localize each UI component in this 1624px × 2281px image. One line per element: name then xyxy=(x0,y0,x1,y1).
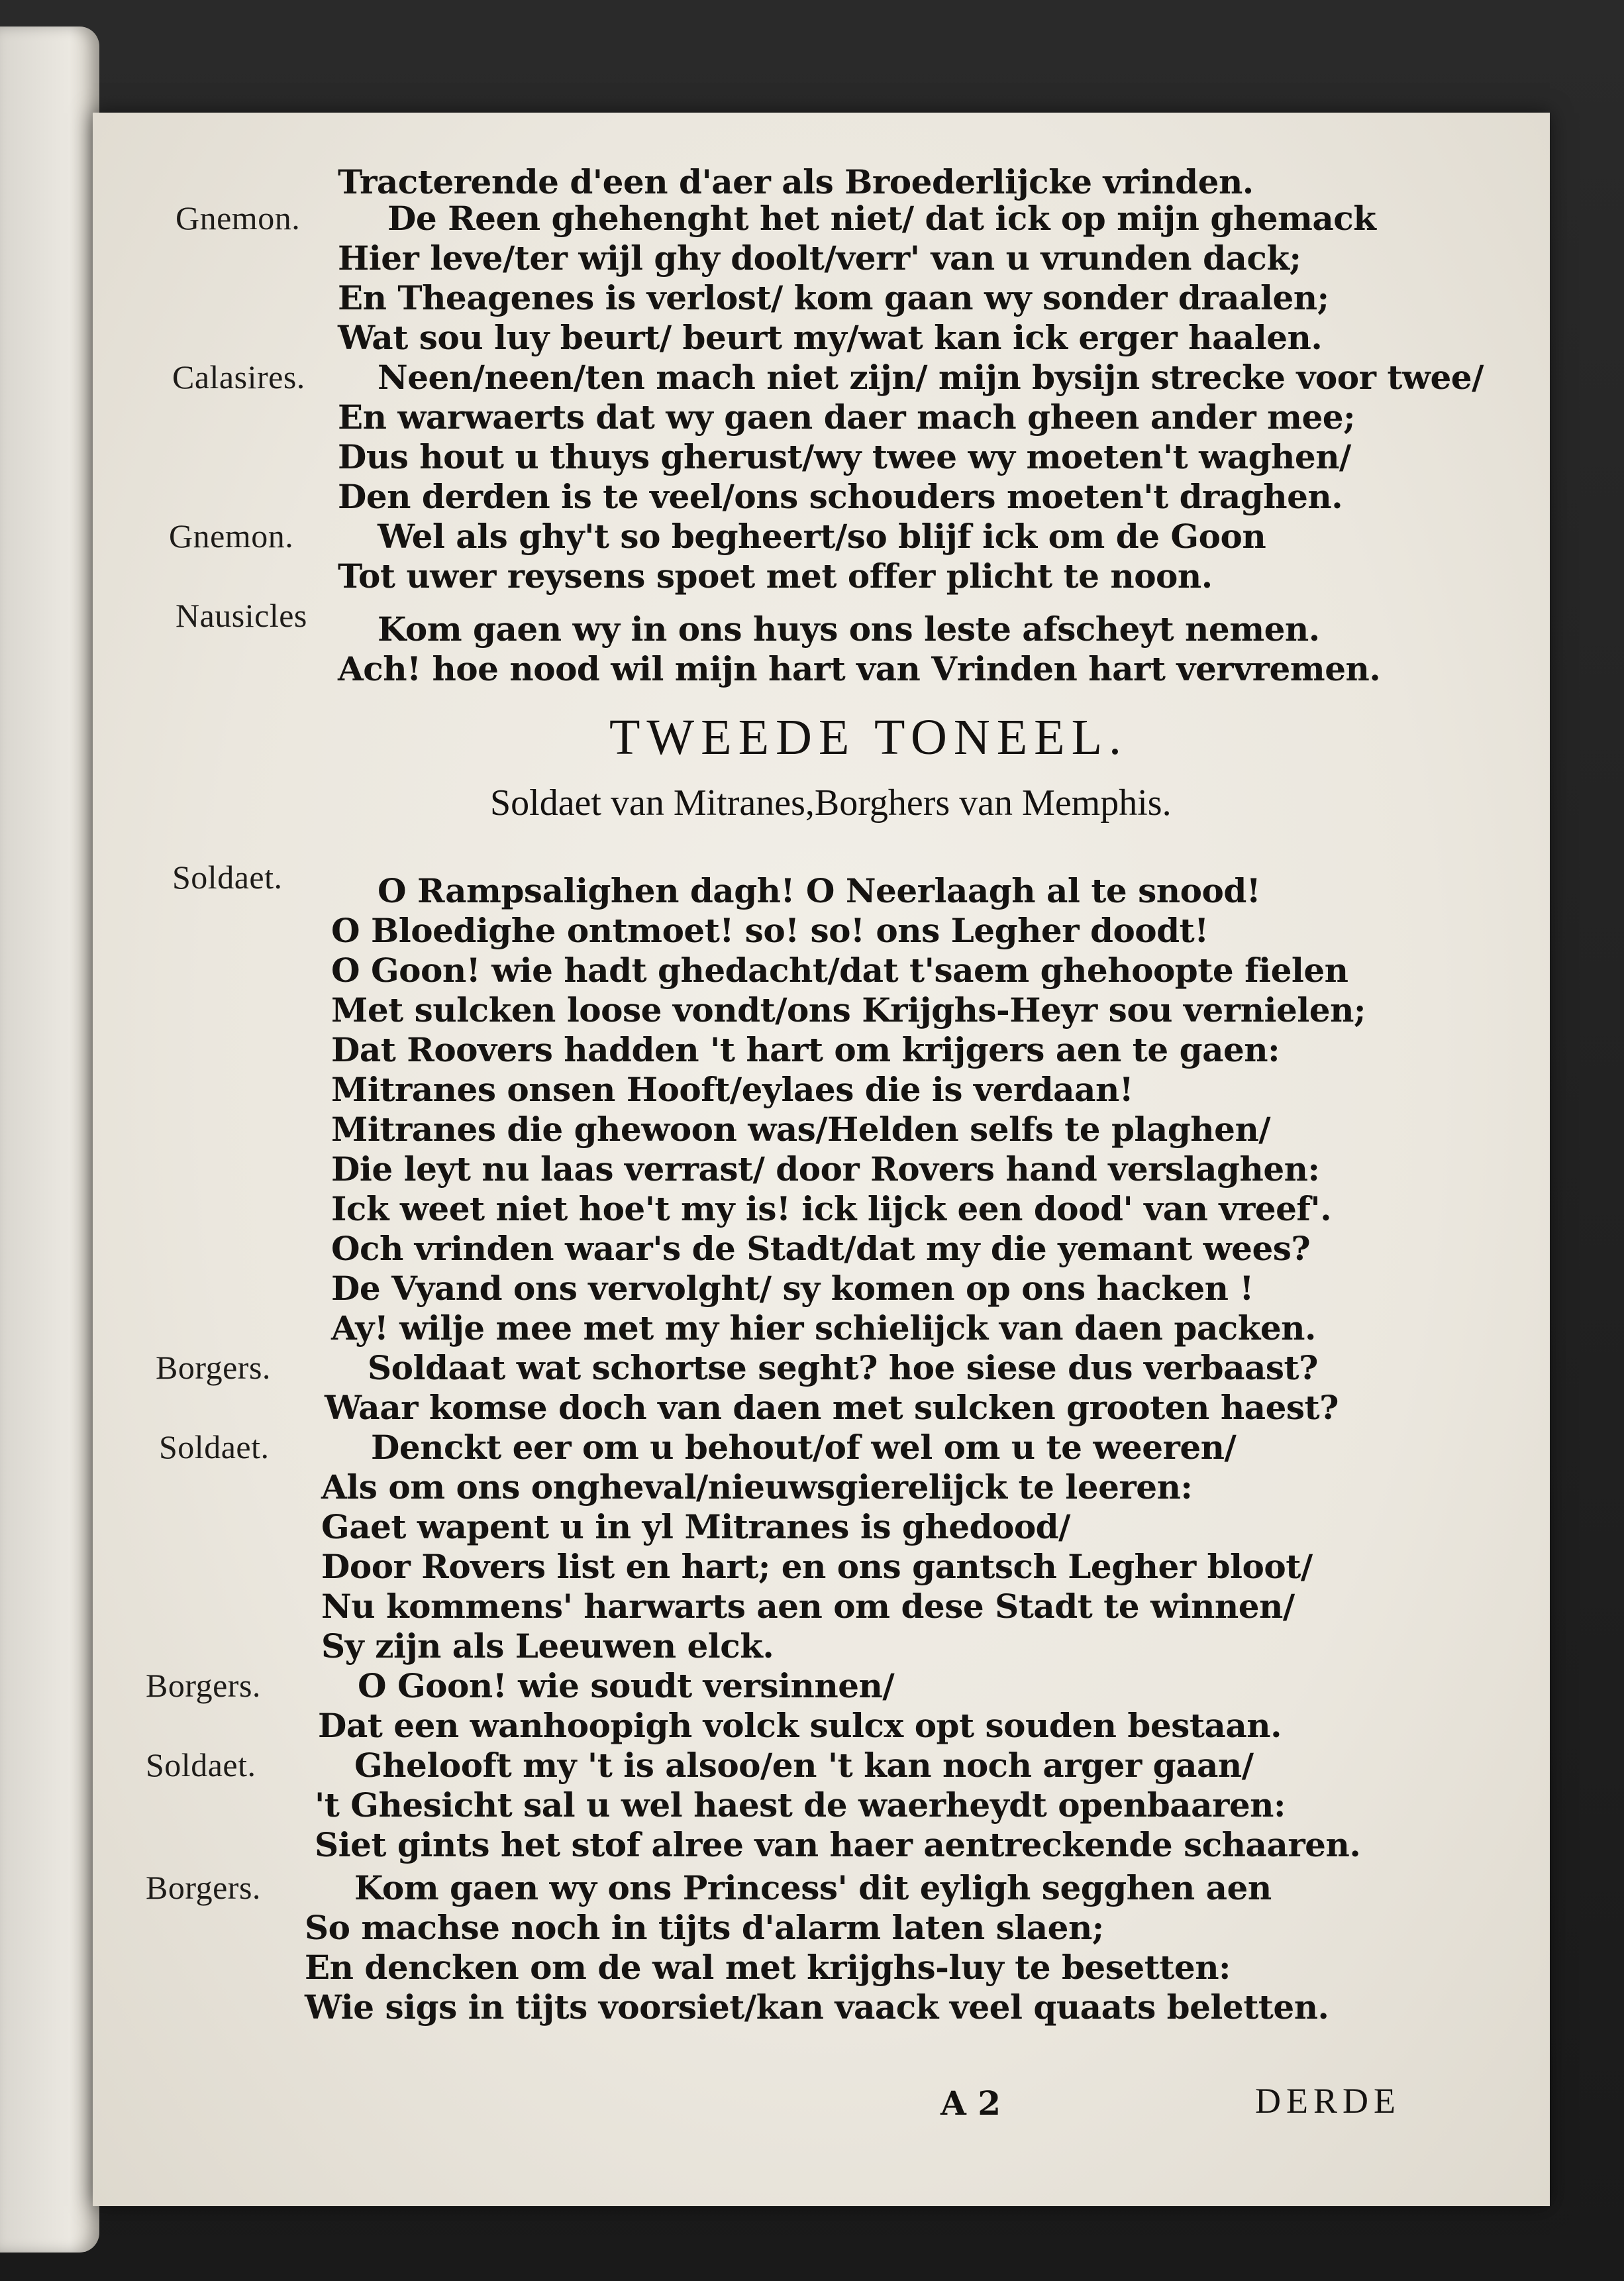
verse-line-29 xyxy=(321,1467,1192,1507)
verse-line-4 xyxy=(338,278,1329,317)
verse-line-27 xyxy=(325,1388,1339,1427)
verse-text: De Reen ghehenght het niet/ dat ick op mijn ghemack xyxy=(387,199,1376,238)
verse-line-24 xyxy=(331,1269,1254,1308)
speaker-label: Borgers. xyxy=(156,1349,271,1386)
verse-text: O Rampsalighen dagh! O Neerlaagh al te snood! xyxy=(378,871,1261,910)
speaker-label: Nausicles xyxy=(176,597,307,634)
left-page-edge xyxy=(0,27,99,2253)
verse-text: Door Rovers list en hart; en ons gantsch Legher bloot/ xyxy=(321,1547,1313,1586)
verse-text: Waar komse doch van daen met sulcken grooten haest? xyxy=(325,1388,1339,1427)
verse-text: Neen/neen/ten mach niet zijn/ mijn bysijn strecke voor twee/ xyxy=(378,358,1484,397)
verse-text: Siet gints het stof alree van haer aentreckende schaaren. xyxy=(315,1825,1361,1864)
verse-line-16 xyxy=(331,951,1348,990)
verse-line-8 xyxy=(338,437,1351,476)
verse-text: En warwaerts dat wy gaen daer mach gheen ander mee; xyxy=(338,398,1356,437)
verse-line-33 xyxy=(321,1626,774,1666)
verse-text: Och vrinden waar's de Stadt/dat my die yemant wees? xyxy=(331,1229,1311,1268)
verse-line-18 xyxy=(331,1030,1280,1069)
verse-text: Die leyt nu laas verrast/ door Rovers hand verslaghen: xyxy=(331,1149,1320,1189)
verse-text: Hier leve/ter wijl ghy doolt/verr' van u vrunden dack; xyxy=(338,239,1301,278)
verse-line-2 xyxy=(387,199,1376,238)
verse-line-31 xyxy=(321,1547,1313,1586)
verse-text: 't Ghesicht sal u wel haest de waerheydt openbaaren: xyxy=(315,1785,1286,1825)
verse-text: Ick weet niet hoe't my is! ick lijck een dood' van vreef'. xyxy=(331,1189,1332,1228)
verse-line-30 xyxy=(321,1507,1070,1546)
speaker-label: Calasires. xyxy=(172,358,305,396)
verse-line-12 xyxy=(378,610,1320,649)
verse-line-28 xyxy=(371,1428,1236,1467)
verse-line-36 xyxy=(354,1746,1254,1785)
verse-text: Mitranes onsen Hooft/eylaes die is verdaan! xyxy=(331,1070,1134,1109)
verse-line-3 xyxy=(338,239,1301,278)
verse-text: Den derden is te veel/ons schouders moeten't draghen. xyxy=(338,477,1343,516)
speaker-label: Soldaet. xyxy=(159,1428,270,1465)
verse-text: Ay! wilje mee met my hier schielijck van daen packen. xyxy=(331,1308,1316,1348)
verse-text: Met sulcken loose vondt/ons Krijghs-Heyr sou vernielen; xyxy=(331,990,1366,1030)
book-page xyxy=(93,113,1550,2206)
verse-line-19 xyxy=(331,1070,1133,1109)
verse-text: Kom gaen wy ons Princess' dit eyligh segghen aen xyxy=(354,1868,1272,1907)
verse-text: Denckt eer om u behout/of wel om u te weeren/ xyxy=(371,1428,1237,1467)
verse-text: Nu kommens' harwarts aen om dese Stadt te winnen/ xyxy=(321,1587,1295,1626)
speaker-label: Gnemon. xyxy=(176,199,301,237)
scene-subtitle: Soldaet van Mitranes,Borghers van Memphis. xyxy=(490,782,1172,823)
verse-line-23 xyxy=(331,1229,1310,1268)
verse-text: Soldaat wat schortse seght? hoe siese dus verbaast? xyxy=(368,1348,1318,1387)
speaker-label: Soldaet. xyxy=(146,1746,256,1783)
verse-line-37 xyxy=(315,1785,1286,1825)
verse-line-17 xyxy=(331,990,1366,1030)
verse-line-15 xyxy=(331,911,1209,950)
speaker-label: Gnemon. xyxy=(169,517,294,555)
speaker-label: Soldaet. xyxy=(172,859,283,896)
verse-line-6 xyxy=(378,358,1484,397)
verse-line-21 xyxy=(331,1149,1319,1189)
verse-text: De Vyand ons vervolght/ sy komen op ons hacken ! xyxy=(331,1269,1254,1308)
verse-text: Gaet wapent u in yl Mitranes is ghedood/ xyxy=(321,1507,1070,1546)
verse-text: Kom gaen wy in ons huys ons leste afscheyt nemen. xyxy=(378,610,1320,649)
verse-text: Ghelooft my 't is alsoo/en 't kan noch arger gaan/ xyxy=(354,1746,1254,1785)
verse-line-25 xyxy=(331,1308,1316,1348)
verse-text: Wel als ghy't so begheert/so blijf ick om de Goon xyxy=(378,517,1266,556)
scene-title: TWEEDE TONEEL. xyxy=(609,710,1129,765)
verse-text: Wie sigs in tijts voorsiet/kan vaack veel quaats beletten. xyxy=(305,1988,1329,2027)
verse-text: Dat een wanhoopigh volck sulcx opt souden bestaan. xyxy=(318,1706,1282,1745)
verse-line-9 xyxy=(338,477,1343,516)
verse-text: En dencken om de wal met krijghs-luy te besetten: xyxy=(305,1948,1231,1987)
verse-line-14 xyxy=(378,871,1260,910)
verse-text: Ach! hoe nood wil mijn hart van Vrinden hart vervremen. xyxy=(338,649,1381,688)
verse-line-40 xyxy=(305,1908,1104,1947)
speaker-label: Borgers. xyxy=(146,1869,261,1906)
verse-line-38 xyxy=(315,1825,1360,1864)
verse-line-13 xyxy=(338,649,1380,688)
verse-text: O Goon! wie hadt ghedacht/dat t'saem ghehoopte fielen xyxy=(331,951,1348,990)
signature-mark: A 2 xyxy=(940,2084,1001,2123)
verse-text: Als om ons ongheval/nieuwsgierelijck te leeren: xyxy=(321,1467,1193,1507)
verse-text: Dus hout u thuys gherust/wy twee wy moeten't waghen/ xyxy=(338,437,1351,476)
verse-line-41 xyxy=(305,1948,1231,1987)
verse-text: O Bloedighe ontmoet! so! so! ons Legher doodt! xyxy=(331,911,1209,950)
verse-text: Dat Roovers hadden 't hart om krijgers aen te gaen: xyxy=(331,1030,1280,1069)
verse-text: O Goon! wie soudt versinnen/ xyxy=(358,1666,895,1705)
verse-text: So machse noch in tijts d'alarm laten slaen; xyxy=(305,1908,1104,1947)
verse-line-5 xyxy=(338,318,1322,357)
verse-line-32 xyxy=(321,1587,1295,1626)
verse-line-7 xyxy=(338,398,1355,437)
verse-line-26 xyxy=(368,1348,1318,1387)
verse-line-35 xyxy=(318,1706,1282,1745)
verse-line-11 xyxy=(338,557,1213,596)
speaker-label: Borgers. xyxy=(146,1667,261,1704)
verse-line-1 xyxy=(338,162,1254,201)
verse-text: Sy zijn als Leeuwen elck. xyxy=(321,1626,774,1666)
verse-text: Tot uwer reysens spoet met offer plicht te noon. xyxy=(338,557,1213,596)
verse-line-22 xyxy=(331,1189,1331,1228)
verse-line-34 xyxy=(358,1666,894,1705)
verse-line-20 xyxy=(331,1110,1270,1149)
catchword: DERDE xyxy=(1255,2081,1401,2121)
verse-text: Wat sou luy beurt/ beurt my/wat kan ick erger haalen. xyxy=(338,318,1323,357)
verse-line-42 xyxy=(305,1988,1329,2027)
verse-line-10 xyxy=(378,517,1266,556)
verse-line-39 xyxy=(354,1868,1272,1907)
verse-text: Mitranes die ghewoon was/Helden selfs te plaghen/ xyxy=(331,1110,1271,1149)
verse-text: Tracterende d'een d'aer als Broederlijcke vrinden. xyxy=(338,162,1254,201)
verse-text: En Theagenes is verlost/ kom gaan wy sonder draalen; xyxy=(338,278,1329,317)
